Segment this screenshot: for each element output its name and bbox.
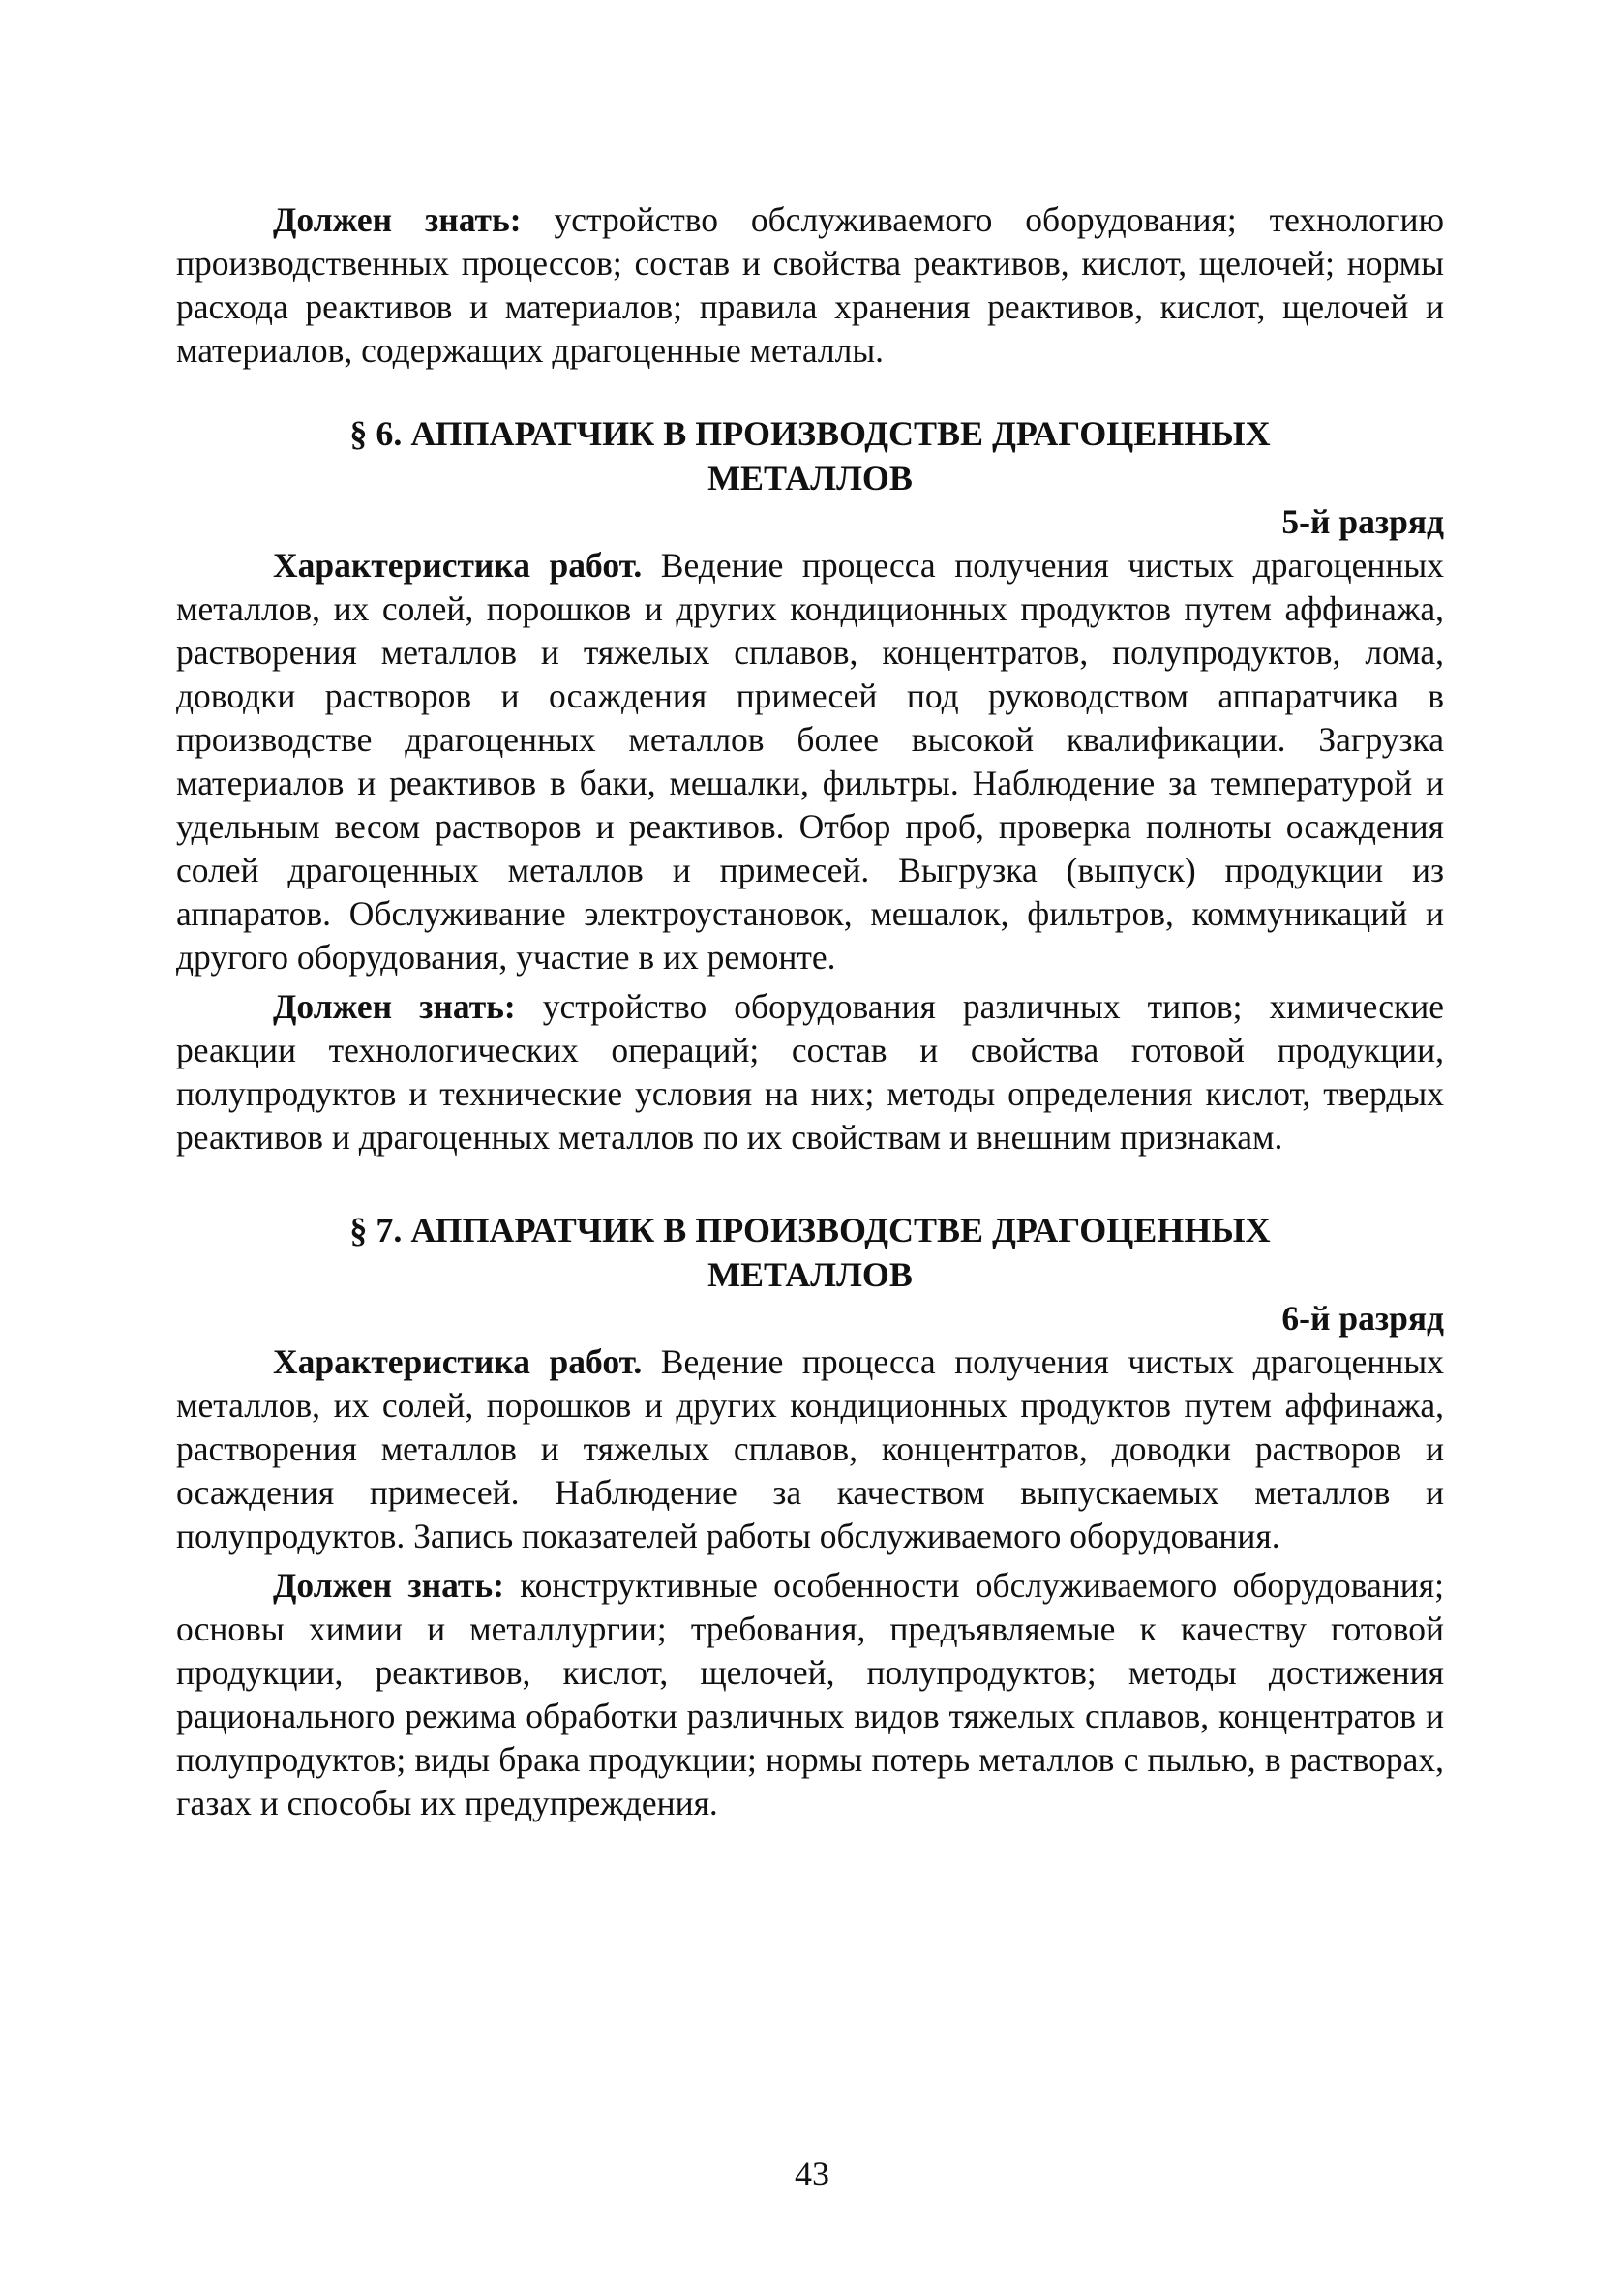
section-6-title-line2: МЕТАЛЛОВ [707,459,913,497]
section-6 [176,411,1444,1159]
section-7-know-paragraph [176,1564,1444,1825]
section-7-work-text: Ведение процесса получения чистых драгоценных металлов, их солей, порошков и других кондиционных продуктов путем аффинажа, растворения металлов и тяжелых сплавов, концентратов, доводки растворов и осаждения примесей. Наблюдение за качеством выпускаемых металлов и полупродуктов. Запись показателей работы обслуживаемого оборудования. [176,1342,1444,1555]
section-6-work-text: Ведение процесса получения чистых драгоценных металлов, их солей, порошков и других кондиционных продуктов путем аффинажа, растворения металлов и тяжелых сплавов, концентратов, полупродуктов, лома, доводки растворов и осаждения примесей под руководством аппаратчика в производстве драгоценных металлов более высокой квалификации. Загрузка материалов и реактивов в баки, мешалки, фильтры. Наблюдение за температурой и удельным весом растворов и реактивов. Отбор проб, проверка полноты осаждения солей драгоценных металлов и примесей. Выгрузка (выпуск) продукции из аппаратов. Обслуживание электроустановок, мешалок, фильтров, коммуникаций и другого оборудования, участие в их ремонте. [176,546,1444,977]
section-6-title-line1: § 6. АППАРАТЧИК В ПРОИЗВОДСТВЕ ДРАГОЦЕННЫХ [349,414,1271,453]
intro-text: устройство обслуживаемого оборудования; технологию производственных процессов; состав и свойства реактивов, кислот, щелочей; нормы расхода реактивов и материалов; правила хранения реактивов, кислот, щелочей и материалов, содержащих драгоценные металлы. [176,200,1444,370]
section-7 [176,1208,1444,1825]
section-6-work-lead: Характеристика работ. [273,546,643,585]
section-7-know-text: конструктивные особенности обслуживаемого оборудования; основы химии и металлургии; требования, предъявляемые к качеству готовой продукции, реактивов, кислот, щелочей, полупродуктов; методы достижения рационального режима обработки различных видов тяжелых сплавов, концентратов и полупродуктов; виды брака продукции; нормы потерь металлов с пылью, в растворах, газах и способы их предупреждения. [176,1566,1444,1822]
intro-lead: Должен знать: [273,200,522,239]
section-7-grade: 6-й разряд [1281,1299,1444,1338]
section-7-title [176,1208,1444,1297]
section-6-know-lead: Должен знать: [273,987,516,1026]
section-7-title-line2: МЕТАЛЛОВ [707,1255,913,1294]
page-number: 43 [795,2154,829,2193]
section-6-know-paragraph [176,985,1444,1159]
section-6-work-paragraph [176,544,1444,979]
section-7-know-lead: Должен знать: [273,1566,504,1605]
section-6-title [176,411,1444,500]
section-7-title-line1: § 7. АППАРАТЧИК В ПРОИЗВОДСТВЕ ДРАГОЦЕННЫХ [349,1211,1271,1249]
section-7-work-lead: Характеристика работ. [273,1342,643,1381]
section-6-know-text: устройство оборудования различных типов; химические реакции технологических операций; состав и свойства готовой продукции, полупродуктов и технические условия на них; методы определения кислот, твердых реактивов и драгоценных металлов по их свойствам и внешним признакам. [176,987,1444,1157]
intro-paragraph [176,198,1444,373]
section-6-grade: 5-й разряд [1281,502,1444,541]
section-7-work-paragraph [176,1340,1444,1558]
document-page [176,198,1444,1825]
